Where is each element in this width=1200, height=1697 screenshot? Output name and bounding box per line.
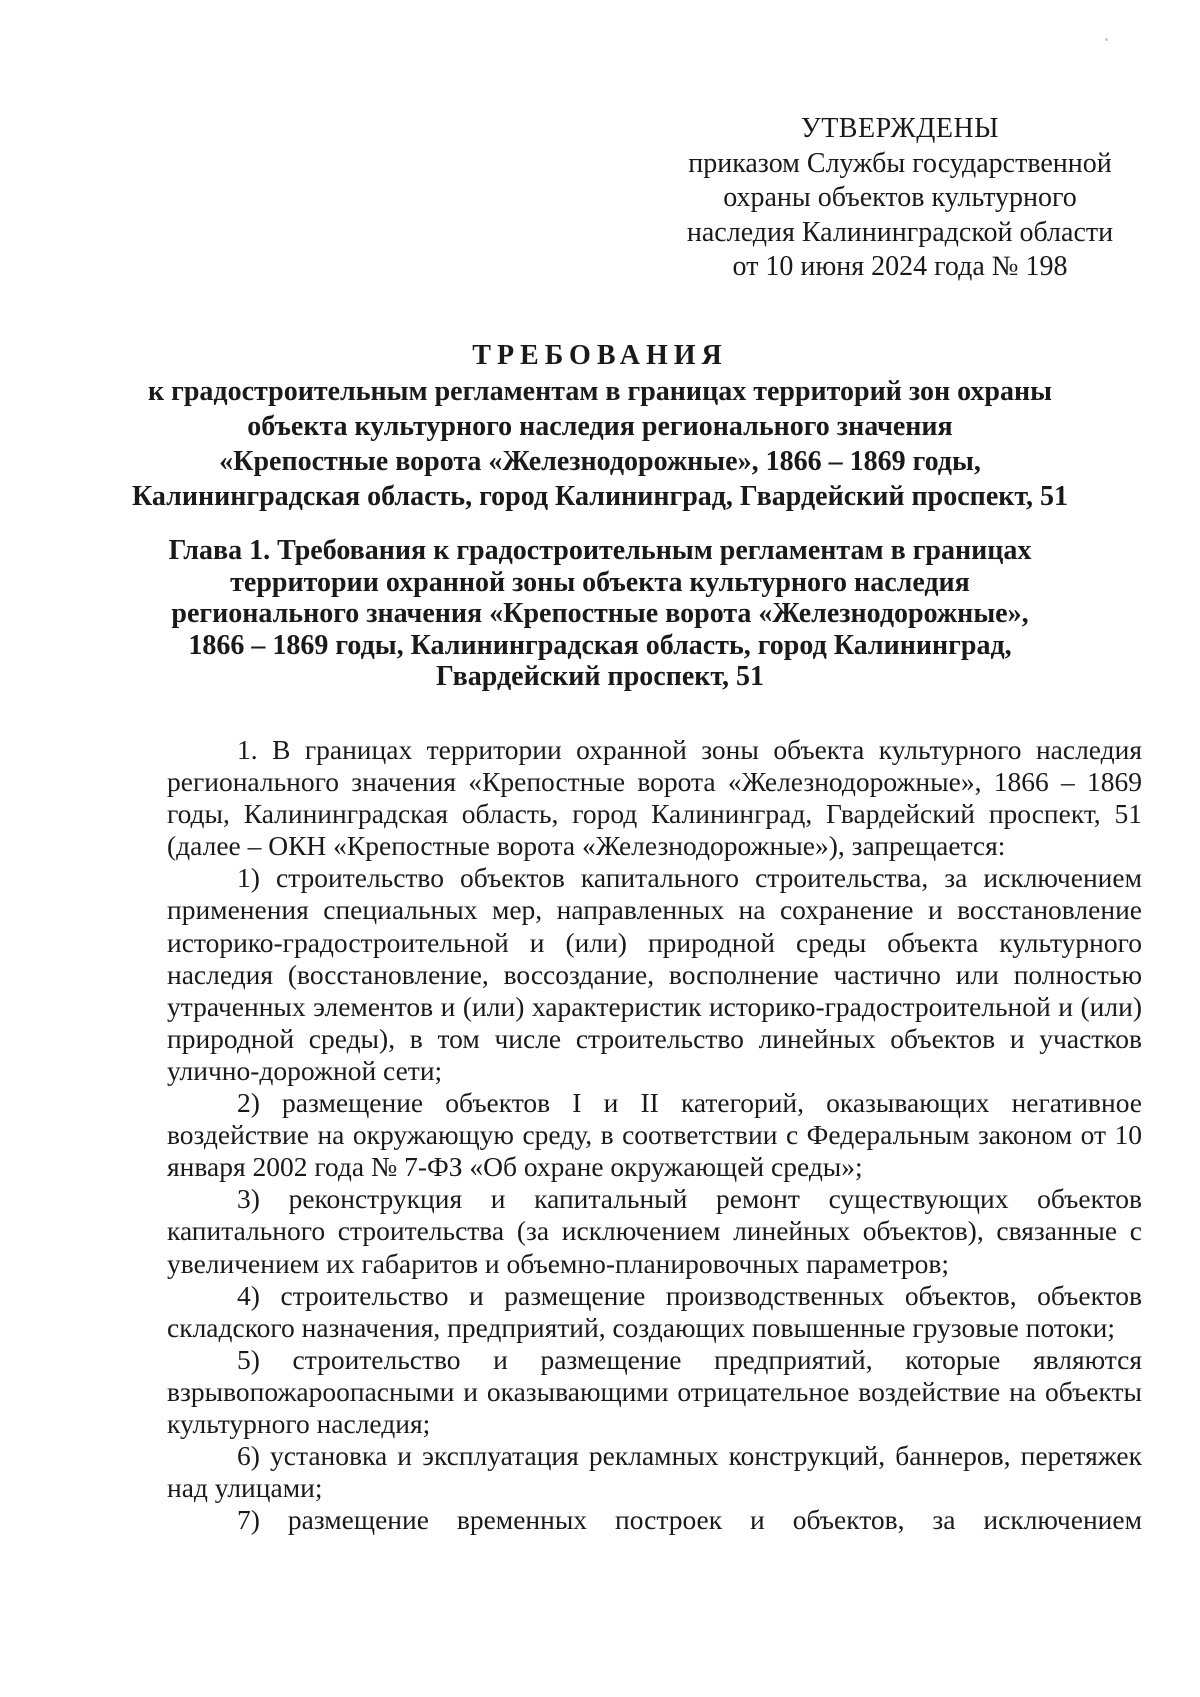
requirements-subtitle-line: к градостроительным регламентам в границах территорий зон охраны (148, 376, 1052, 407)
approval-line: охраны объектов культурного (723, 182, 1077, 213)
body-text (167, 734, 1142, 1536)
approval-block (660, 112, 1140, 285)
list-item: 2) размещение объектов I и II категорий, оказывающих негативное воздействие на окружающую среду, в соответствии с Федеральным законом от 10 января 2002 года № 7-ФЗ «Об охране окружающей среды»; (167, 1087, 1142, 1183)
chapter-heading-line: регионального значения «Крепостные ворота «Железнодорожные», (171, 598, 1029, 629)
scan-speck (1105, 38, 1108, 41)
approval-line: наследия Калининградской области (686, 216, 1114, 248)
list-item: 7) размещение временных построек и объектов, за исключением (237, 1504, 1142, 1536)
list-item: 1) строительство объектов капитального строительства, за исключением применения специальных мер, направленных на сохранение и восстановление историко-градостроительной и (или) природной среды объекта культурного наследия (восстановление, воссоздание, восполнение частично или полностью утраченных элементов и (или) характеристик историко-градостроительной и (или) природной среды), в том числе строительство линейных объектов и участков улично-дорожной сети; (167, 862, 1142, 1086)
approval-line: приказом Службы государственной (688, 147, 1112, 179)
approval-title: УТВЕРЖДЕНЫ (800, 113, 1000, 144)
list-item: 5) строительство и размещение предприятий, которые являются взрывопожароопасными и оказывающими отрицательное воздействие на объекты культурного наследия; (167, 1343, 1142, 1439)
chapter-heading-line: Глава 1. Требования к градостроительным регламентам в границах (168, 535, 1032, 566)
requirements-title (100, 338, 1100, 514)
requirements-subtitle-line: объекта культурного наследия регионального значения (247, 411, 953, 442)
list-item: 6) установка и эксплуатация рекламных конструкций, баннеров, перетяжек над улицами; (167, 1440, 1142, 1504)
list-item: 4) строительство и размещение производственных объектов, объектов складского назначения, предприятий, создающих повышенные грузовые потоки; (167, 1279, 1142, 1343)
list-item: 3) реконструкция и капитальный ремонт существующих объектов капитального строительства (за исключением линейных объектов), связанные с увеличением их габаритов и объемно-планировочных параметров; (167, 1183, 1142, 1279)
requirements-subtitle-line: Калининградская область, город Калининград, Гвардейский проспект, 51 (131, 481, 1069, 512)
requirements-subtitle-line: «Крепостные ворота «Железнодорожные», 1866 – 1869 годы, (219, 446, 981, 477)
chapter-heading-line: Гвардейский проспект, 51 (435, 661, 765, 692)
chapter-heading-line: 1866 – 1869 годы, Калининградская область, город Калининград, (188, 629, 1012, 661)
requirements-heading: ТРЕБОВАНИЯ (472, 340, 728, 371)
approval-line: от 10 июня 2024 года № 198 (732, 251, 1068, 282)
chapter-heading (100, 535, 1100, 693)
paragraph: 1. В границах территории охранной зоны объекта культурного наследия регионального значения «Крепостные ворота «Железнодорожные», 1866 – 1869 годы, Калининградская область, город Калининград, Гвардейский проспект, 51 (далее – ОКН «Крепостные ворота «Железнодорожные»), запрещается: (167, 734, 1142, 862)
chapter-heading-line: территории охранной зоны объекта культурного наследия (230, 566, 970, 598)
